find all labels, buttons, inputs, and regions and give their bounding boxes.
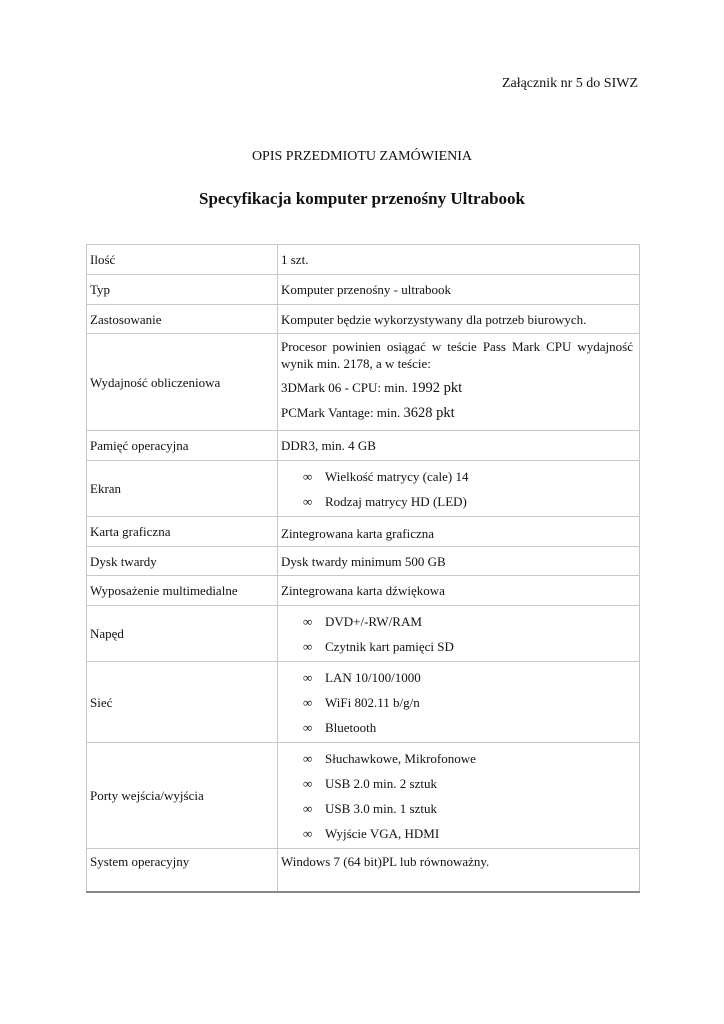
list-item: ∞ Słuchawkowe, Mikrofonowe [281, 746, 633, 771]
drive-list [281, 609, 633, 659]
bullet-icon: ∞ [303, 719, 313, 735]
row-value: 1 szt. [278, 245, 640, 275]
table-row [87, 431, 640, 461]
perf-description: Procesor powinien osiągać w teście Pass Mark CPU wydajność wynik min. 2178, a w teście: [281, 339, 633, 371]
row-label: Ekran [87, 461, 278, 517]
bullet-icon: ∞ [303, 694, 313, 710]
annex-label: Załącznik nr 5 do SIWZ [501, 76, 638, 91]
list-item: ∞ Rodzaj matrycy HD (LED) [281, 489, 633, 514]
table-row [87, 743, 640, 849]
bullet-icon: ∞ [303, 775, 313, 791]
specification-table [86, 244, 640, 893]
row-value: Komputer przenośny - ultrabook [278, 275, 640, 305]
list-item: ∞ LAN 10/100/1000 [281, 665, 633, 690]
row-value [278, 334, 640, 431]
row-label: Dysk twardy [87, 547, 278, 576]
row-label: Pamięć operacyjna [87, 431, 278, 461]
document-title: Specyfikacja komputer przenośny Ultrabook [199, 189, 525, 208]
row-label: Ilość [87, 245, 278, 275]
list-item: ∞ Czytnik kart pamięci SD [281, 634, 633, 659]
list-item: ∞ DVD+/-RW/RAM [281, 609, 633, 634]
screen-list [281, 464, 633, 514]
row-label: Sieć [87, 662, 278, 743]
row-label: Napęd [87, 606, 278, 662]
table-row [87, 576, 640, 606]
table-row [87, 334, 640, 431]
row-value: Zintegrowana karta dźwiękowa [278, 576, 640, 606]
list-item: ∞ USB 2.0 min. 2 sztuk [281, 771, 633, 796]
row-value: Zintegrowana karta graficzna [278, 517, 640, 547]
document-heading: OPIS PRZEDMIOTU ZAMÓWIENIA [251, 149, 473, 164]
list-item: ∞ Wyjście VGA, HDMI [281, 821, 633, 846]
row-label: Porty wejścia/wyjścia [87, 743, 278, 849]
row-label: Wydajność obliczeniowa [87, 334, 278, 431]
list-item: ∞ Bluetooth [281, 715, 633, 740]
bullet-icon: ∞ [303, 750, 313, 766]
list-item: ∞ WiFi 802.11 b/g/n [281, 690, 633, 715]
row-value: Komputer będzie wykorzystywany dla potrzeb biurowych. [278, 305, 640, 334]
ports-list [281, 746, 633, 846]
bullet-icon: ∞ [303, 468, 313, 484]
list-item: ∞ Wielkość matrycy (cale) 14 [281, 464, 633, 489]
list-item: ∞ USB 3.0 min. 1 sztuk [281, 796, 633, 821]
row-label: System operacyjny [87, 849, 278, 892]
bullet-icon: ∞ [303, 800, 313, 816]
row-label: Typ [87, 275, 278, 305]
row-label: Wyposażenie multimedialne [87, 576, 278, 606]
table-row [87, 547, 640, 576]
table-row [87, 662, 640, 743]
row-value: Dysk twardy minimum 500 GB [278, 547, 640, 576]
perf-pcmark-label: PCMark Vantage: min. [281, 405, 404, 420]
row-label: Karta graficzna [87, 517, 278, 547]
perf-3dmark-value: 1992 pkt [411, 380, 463, 396]
table-row [87, 275, 640, 305]
perf-3dmark-label: 3DMark 06 - CPU: min. [281, 380, 411, 395]
perf-pcmark-value: 3628 pkt [403, 405, 455, 421]
bullet-icon: ∞ [303, 638, 313, 654]
row-value [278, 606, 640, 662]
network-list [281, 665, 633, 740]
row-value: DDR3, min. 4 GB [278, 431, 640, 461]
perf-3dmark [281, 379, 633, 397]
row-value [278, 743, 640, 849]
row-label: Zastosowanie [87, 305, 278, 334]
row-value: Windows 7 (64 bit)PL lub równoważny. [278, 849, 640, 892]
perf-pcmark [281, 404, 633, 422]
bullet-icon: ∞ [303, 669, 313, 685]
row-value [278, 662, 640, 743]
table-row [87, 305, 640, 334]
bullet-icon: ∞ [303, 613, 313, 629]
table-row [87, 461, 640, 517]
table-row [87, 849, 640, 892]
row-value [278, 461, 640, 517]
table-row [87, 606, 640, 662]
bullet-icon: ∞ [303, 825, 313, 841]
bullet-icon: ∞ [303, 493, 313, 509]
table-row [87, 245, 640, 275]
table-row [87, 517, 640, 547]
